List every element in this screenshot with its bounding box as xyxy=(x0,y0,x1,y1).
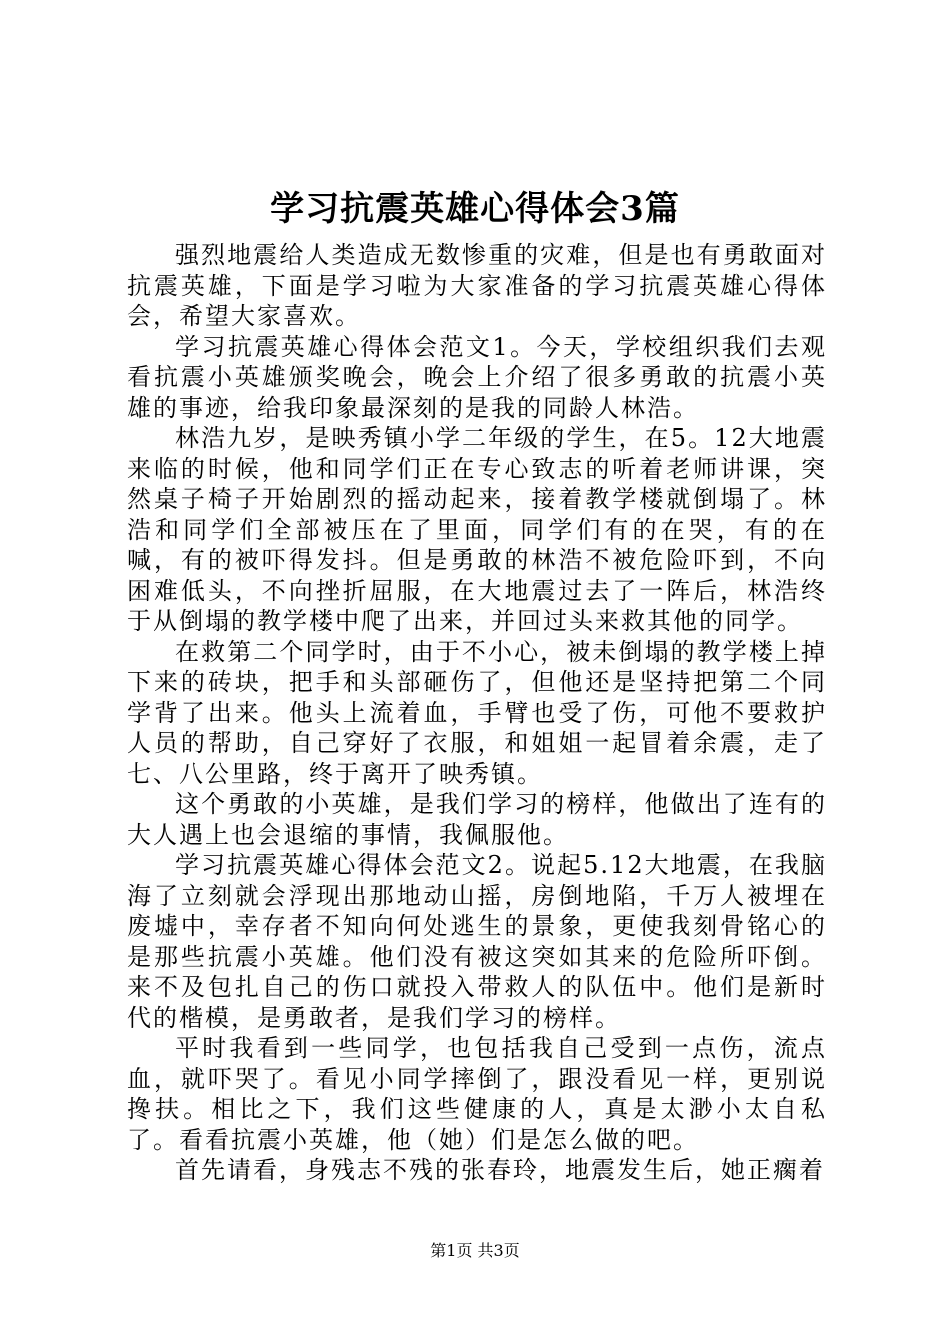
paragraph: 学习抗震英雄心得体会范文2。说起5.12大地震，在我脑海了立刻就会浮现出那地动山摇，房倒地陷，千万人被埋在废墟中，幸存者不知向何处逃生的景象，更使我刻骨铭心的是那些抗震小英雄。他们没有被这突如其来的危险所吓倒。来不及包扎自己的伤口就投入带救人的队伍中。他们是新时代的楷模，是勇敢者，是我们学习的榜样。 xyxy=(127,851,827,1032)
page-number-footer: 第1页 共3页 xyxy=(430,1241,520,1260)
paragraph: 强烈地震给人类造成无数惨重的灾难，但是也有勇敢面对抗震英雄，下面是学习啦为大家准备的学习抗震英雄心得体会，希望大家喜欢。 xyxy=(127,241,827,330)
paragraph: 学习抗震英雄心得体会范文1。今天，学校组织我们去观看抗震小英雄颁奖晚会，晚会上介绍了很多勇敢的抗震小英雄的事迹，给我印象最深刻的是我的同龄人林浩。 xyxy=(127,332,827,422)
document-title: 学习抗震英雄心得体会3篇 xyxy=(270,189,680,229)
paragraph: 首先请看，身残志不残的张春玲，地震发生后，她正瘸着 xyxy=(175,1156,825,1184)
paragraph: 这个勇敢的小英雄，是我们学习的榜样，他做出了连有的大人遇上也会退缩的事情，我佩服他。 xyxy=(127,790,827,849)
paragraph: 林浩九岁，是映秀镇小学二年级的学生，在5。12大地震来临的时候，他和同学们正在专心致志的听着老师讲课，突然桌子椅子开始剧烈的摇动起来，接着教学楼就倒塌了。林浩和同学们全部被压在了里面，同学们有的在哭，有的在喊，有的被吓得发抖。但是勇敢的林浩不被危险吓到，不向困难低头，不向挫折屈服，在大地震过去了一阵后，林浩终于从倒塌的教学楼中爬了出来，并回过头来救其他的同学。 xyxy=(127,424,827,635)
paragraph: 在救第二个同学时，由于不小心，被未倒塌的教学楼上掉下来的砖块，把手和头部砸伤了，但他还是坚持把第二个同学背了出来。他头上流着血，手臂也受了伤，可他不要救护人员的帮助，自己穿好了衣服，和姐姐一起冒着余震，走了七、八公里路，终于离开了映秀镇。 xyxy=(127,637,827,788)
document-body xyxy=(127,240,827,1186)
paragraph: 平时我看到一些同学，也包括我自己受到一点伤，流点血，就吓哭了。看见小同学摔倒了，跟没看见一样，更别说搀扶。相比之下，我们这些健康的人，真是太渺小太自私了。看看抗震小英雄，他（她）们是怎么做的吧。 xyxy=(127,1034,827,1154)
